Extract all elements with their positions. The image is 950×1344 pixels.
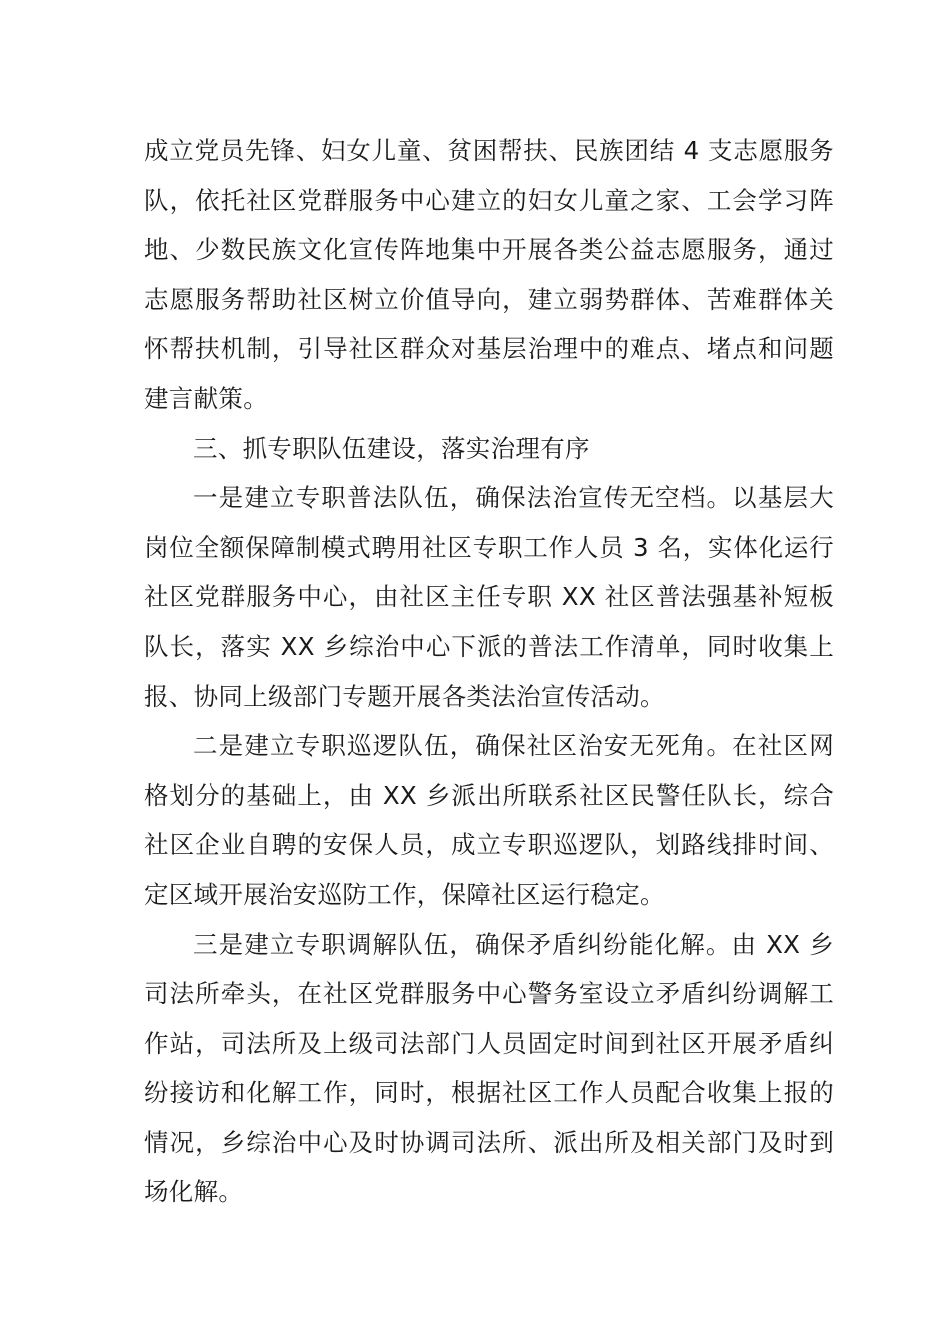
paragraph-volunteer-teams: 成立党员先锋、妇女儿童、贫困帮扶、民族团结 4 支志愿服务队，依托社区党群服务中心建立的妇女儿童之家、工会学习阵地、少数民族文化宣传阵地集中开展各类公益志愿服务，通过志愿服务帮助社区树立价值导向，建立弱势群体、苦难群体关怀帮扶机制，引导社区群众对基层治理中的难点、堵点和问题建言献策。	[144, 136, 834, 413]
document-body	[144, 126, 834, 1217]
paragraph-legal-team: 一是建立专职普法队伍，确保法治宣传无空档。以基层大岗位全额保障制模式聘用社区专职工作人员 3 名，实体化运行社区党群服务中心，由社区主任专职 XX 社区普法强基补短板队长，落实 XX 乡综治中心下派的普法工作清单，同时收集上报、协同上级部门专题开展各类法治宣传活动。	[144, 483, 834, 711]
section-heading-three: 三、抓专职队伍建设，落实治理有序	[193, 433, 590, 463]
paragraph-mediation-team: 三是建立专职调解队伍，确保矛盾纠纷能化解。由 XX 乡司法所牵头，在社区党群服务中心警务室设立矛盾纠纷调解工作站，司法所及上级司法部门人员固定时间到社区开展矛盾纠纷接访和化解工作，同时，根据社区工作人员配合收集上报的情况，乡综治中心及时协调司法所、派出所及相关部门及时到场化解。	[144, 929, 834, 1207]
paragraph-patrol-team: 二是建立专职巡逻队伍，确保社区治安无死角。在社区网格划分的基础上，由 XX 乡派出所联系社区民警任队长，综合社区企业自聘的安保人员，成立专职巡逻队，划路线排时间、定区域开展治安巡防工作，保障社区运行稳定。	[144, 731, 834, 909]
